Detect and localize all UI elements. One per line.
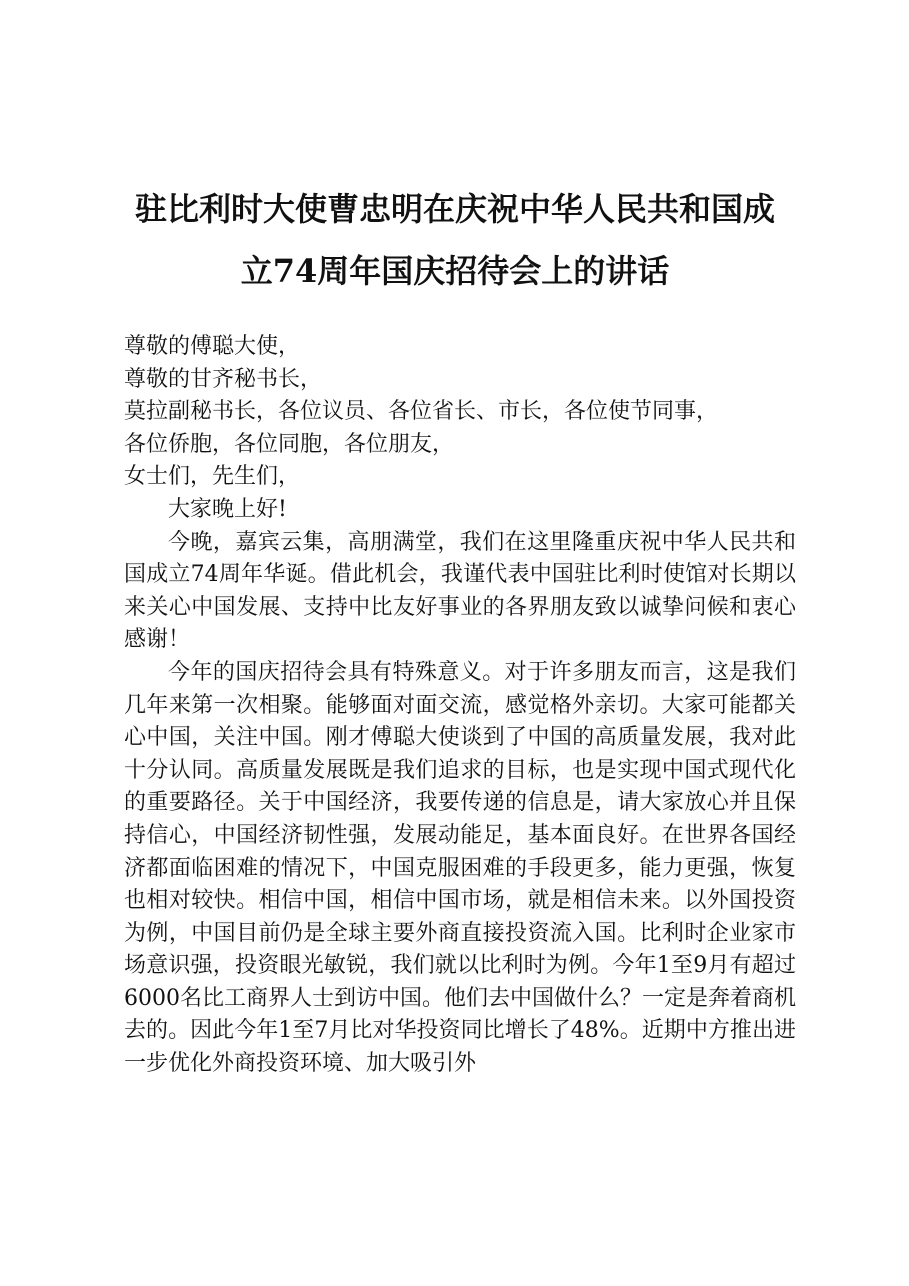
salutation-line: 各位侨胞，各位同胞，各位朋友， — [124, 431, 455, 457]
salutation-line: 女士们，先生们， — [124, 464, 301, 490]
title-line-2: 立74周年国庆招待会上的讲话 — [240, 252, 670, 290]
greeting-paragraph: 大家晚上好! — [168, 496, 287, 522]
salutation-line: 尊敬的甘齐秘书长， — [124, 366, 323, 392]
title-line-1: 驻比利时大使曹忠明在庆祝中华人民共和国成 — [134, 190, 775, 228]
salutation-line: 尊敬的傅聪大使， — [124, 334, 301, 359]
body-paragraph: 今晚，嘉宾云集，高朋满堂，我们在这里隆重庆祝中华人民共和国成立74周年华诞。借此机会，我谨代表中国驻比利时使馆对长期以来关心中国发展、支持中比友好事业的各界朋友致以诚挚问候和衷心感谢！ — [124, 529, 796, 653]
salutation-line: 莫拉副秘书长，各位议员、各位省长、市长，各位使节同事， — [124, 399, 719, 425]
speech-body — [124, 331, 796, 1081]
body-paragraph: 今年的国庆招待会具有特殊意义。对于许多朋友而言，这是我们几年来第一次相聚。能够面对面交流，感觉格外亲切。大家可能都关心中国，关注中国。刚才傅聪大使谈到了中国的高质量发展，我对此十分认同。高质量发展既是我们追求的目标，也是实现中国式现代化的重要路径。关于中国经济，我要传递的信息是，请大家放心并且保持信心，中国经济韧性强，发展动能足，基本面良好。在世界各国经济都面临困难的情况下，中国克服困难的手段更多，能力更强，恢复也相对较快。相信中国，相信中国市场，就是相信未来。以外国投资为例，中国目前仍是全球主要外商直接投资流入国。比利时企业家市场意识强，投资眼光敏锐，我们就以比利时为例。今年1至9月有超过6000名比工商界人士到访中国。他们去中国做什么？一定是奔着商机去的。因此今年1至7月比对华投资同比增长了48%。近期中方推出进一步优化外商投资环境、加大吸引外 — [124, 659, 796, 1077]
document-title — [100, 178, 810, 302]
